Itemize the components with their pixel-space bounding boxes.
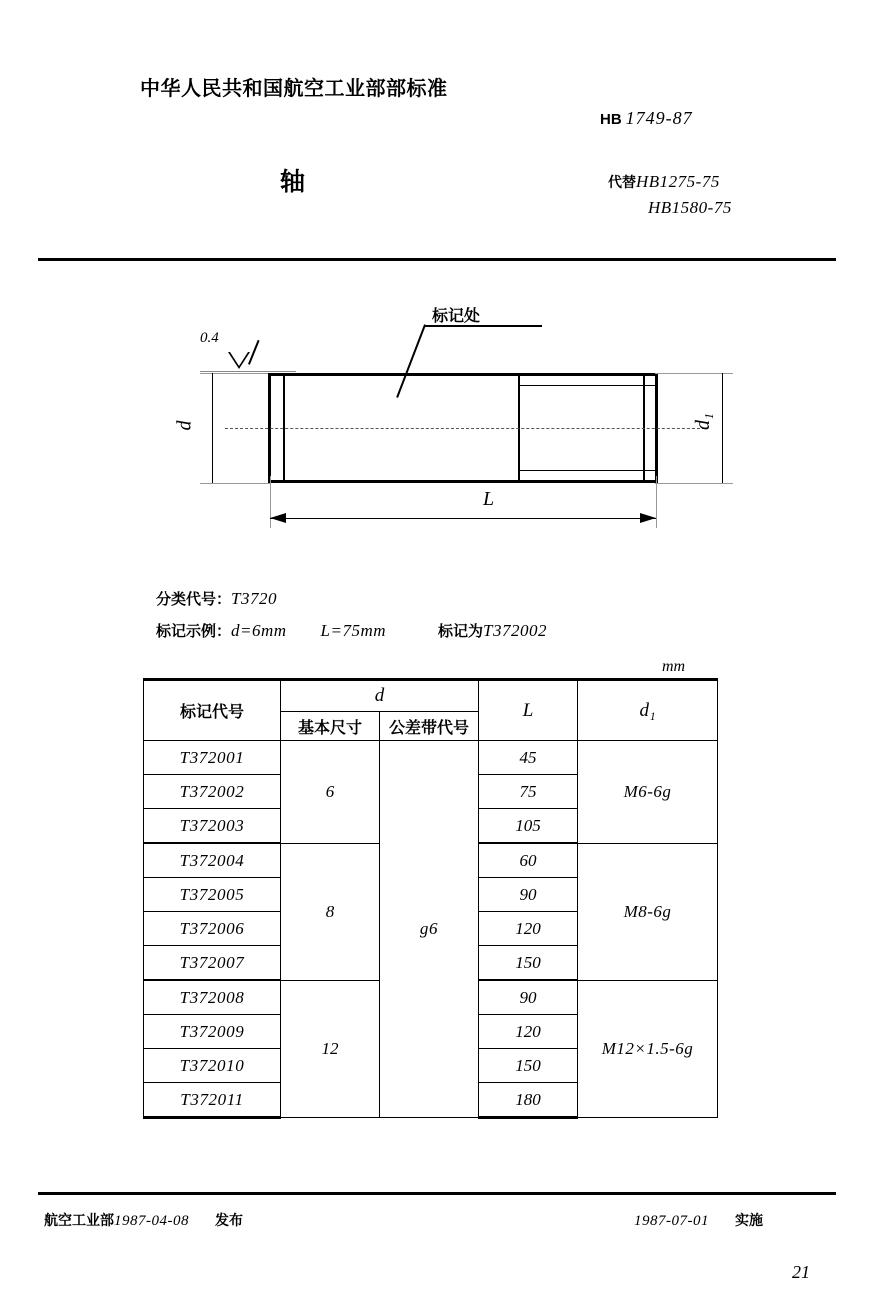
cell-basic-size: 8	[281, 843, 380, 980]
replaces-standard-2: HB1580-75	[648, 198, 732, 217]
cell-length: 150	[479, 1049, 578, 1083]
cell-code: T372007	[144, 946, 281, 981]
cell-length: 45	[479, 741, 578, 775]
marking-example-result-value: T372002	[483, 621, 548, 640]
marking-example-L: L=75mm	[320, 621, 387, 640]
roughness-value: 0.4	[200, 330, 219, 346]
cell-code: T372003	[144, 809, 281, 844]
surface-roughness-symbol	[196, 330, 316, 378]
cell-code: T372008	[144, 980, 281, 1015]
cell-code: T372005	[144, 878, 281, 912]
marking-example-label: 标记示例：	[156, 623, 232, 640]
marking-location-label: 标记处	[432, 308, 481, 325]
cell-length: 75	[479, 775, 578, 809]
replaces-label: 代替	[608, 174, 636, 190]
L-dimension-label: L	[483, 488, 495, 510]
classification-code-value: T3720	[231, 589, 277, 608]
page-number: 21	[792, 1262, 810, 1282]
marking-label-underline	[424, 325, 542, 327]
L-extension-line-right	[656, 476, 657, 528]
roughness-triangle-inner-icon	[230, 352, 248, 366]
d1-dimension-line	[722, 373, 723, 483]
header-marking-code: 标记代号	[144, 680, 281, 741]
footer-issue-action: 发布	[215, 1212, 243, 1228]
header-thread: d₁	[578, 680, 718, 741]
thread-minor-diameter-top	[518, 385, 658, 386]
footer-issuer: 航空工业部	[44, 1212, 114, 1228]
footer-divider-rule	[38, 1192, 836, 1195]
header-tolerance-code: 公差带代号	[380, 712, 479, 741]
cell-length: 105	[479, 809, 578, 844]
marking-example-result-label: 标记为	[438, 623, 484, 640]
specification-table	[143, 678, 718, 1119]
cell-basic-size: 6	[281, 741, 380, 844]
cell-length: 120	[479, 912, 578, 946]
cell-thread: M8-6g	[578, 843, 718, 980]
thread-minor-diameter-bottom	[518, 470, 658, 471]
axis-centerline	[225, 428, 705, 429]
cell-thread: M6-6g	[578, 741, 718, 844]
cell-tolerance-code: g6	[380, 741, 479, 1118]
standard-number-value: 1749-87	[625, 108, 693, 128]
d1-dimension-label: d₁	[691, 413, 714, 430]
footer-issue-date: 1987-04-08	[114, 1213, 189, 1229]
footer-effective-action: 实施	[735, 1212, 763, 1228]
cell-code: T372011	[144, 1083, 281, 1118]
d-extension-line-bottom	[200, 483, 270, 484]
roughness-reference-line	[200, 371, 296, 372]
L-dimension-line	[270, 518, 656, 519]
cell-length: 90	[479, 878, 578, 912]
footer-issue-info	[44, 1210, 243, 1230]
cell-length: 60	[479, 843, 578, 878]
marking-example-note	[156, 620, 547, 641]
L-arrow-right-icon	[640, 513, 656, 523]
replaces-line-2	[648, 198, 732, 218]
replaces-line-1	[608, 172, 720, 192]
classification-code-note	[156, 588, 277, 609]
table-header-row-1	[144, 680, 718, 712]
cell-length: 90	[479, 980, 578, 1015]
cell-code: T372001	[144, 741, 281, 775]
table-row	[144, 741, 718, 775]
standard-prefix: HB	[600, 111, 622, 128]
header-basic-size: 基本尺寸	[281, 712, 380, 741]
cell-code: T372009	[144, 1015, 281, 1049]
d-dimension-line	[212, 373, 213, 483]
header-divider-rule	[38, 258, 836, 261]
cell-code: T372006	[144, 912, 281, 946]
marking-example-d: d=6mm	[231, 621, 287, 640]
d1-extension-line-bottom	[655, 483, 733, 484]
cell-length: 150	[479, 946, 578, 981]
replaces-standard-1: HB1275-75	[636, 172, 720, 191]
cell-code: T372002	[144, 775, 281, 809]
header-d-group: d	[281, 680, 479, 712]
cell-thread: M12×1.5-6g	[578, 980, 718, 1118]
standard-number	[600, 108, 693, 129]
cell-code: T372010	[144, 1049, 281, 1083]
d-dimension-label: d	[173, 420, 196, 431]
footer-effective-date: 1987-07-01	[634, 1213, 709, 1229]
cell-code: T372004	[144, 843, 281, 878]
cell-length: 120	[479, 1015, 578, 1049]
classification-code-label: 分类代号：	[156, 591, 232, 608]
issuing-organization: 中华人民共和国航空工业部部标准	[140, 78, 448, 100]
cell-length: 180	[479, 1083, 578, 1118]
document-title: 轴	[280, 168, 306, 196]
L-arrow-left-icon	[270, 513, 286, 523]
cell-basic-size: 12	[281, 980, 380, 1118]
header-length: L	[479, 680, 578, 741]
table-unit-label: mm	[662, 658, 686, 675]
technical-drawing	[0, 280, 874, 570]
footer-effective-info	[634, 1210, 763, 1230]
